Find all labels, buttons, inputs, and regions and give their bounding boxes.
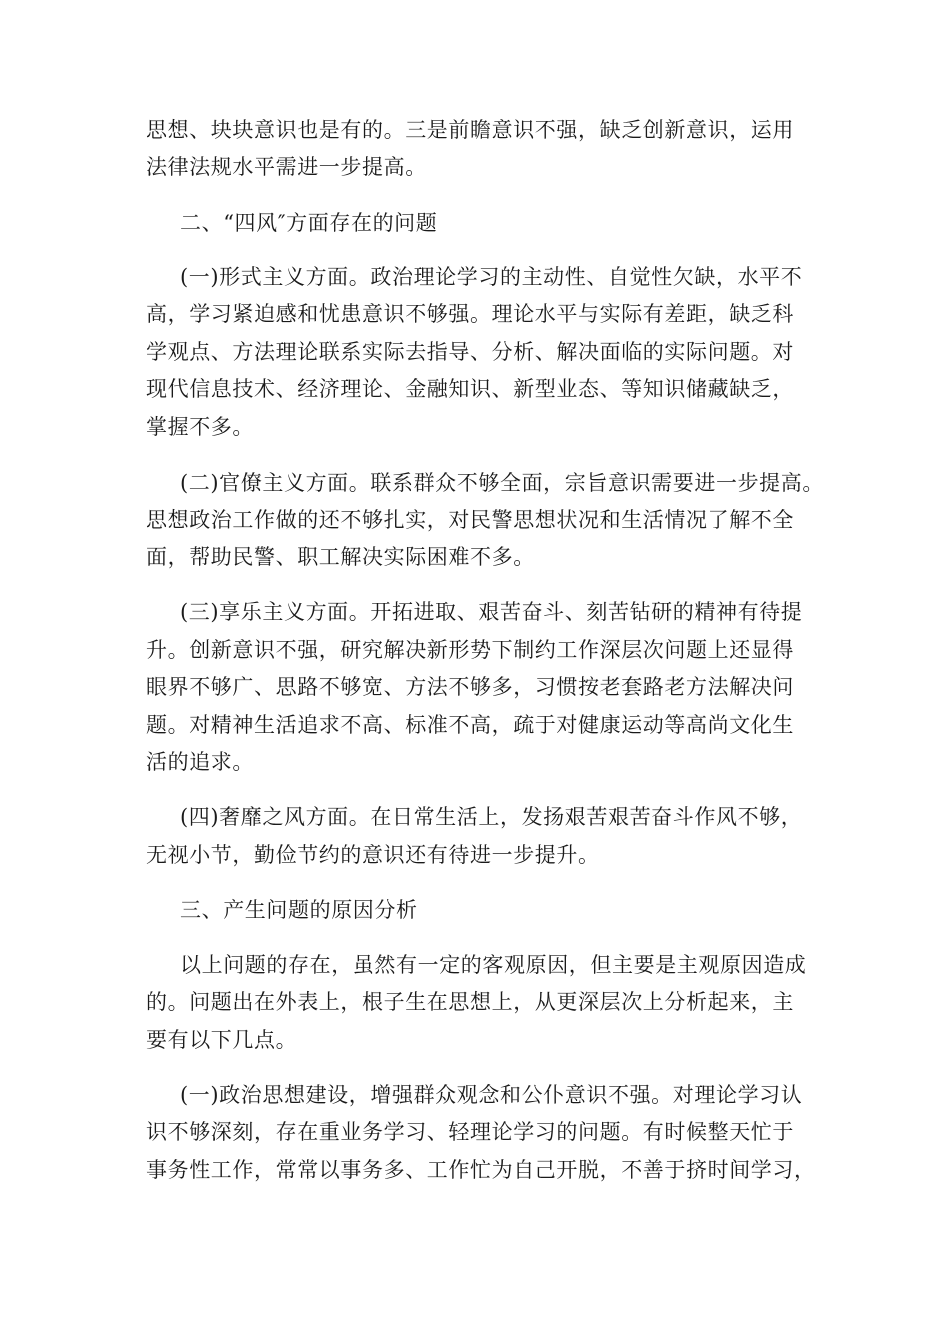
- text-line: 无视小节，勤俭节约的意识还有待进一步提升。: [146, 843, 600, 867]
- text-line: 事务性工作，常常以事务多、工作忙为自己开脱，不善于挤时间学习，: [146, 1158, 816, 1182]
- text-line: 面，帮助民警、职工解决实际困难不多。: [146, 545, 535, 569]
- text-line: (一)政治思想建设，增强群众观念和公仆意识不强。对理论学习认: [180, 1083, 803, 1107]
- text-line: 识不够深刻，存在重业务学习、轻理论学习的问题。有时候整天忙于: [146, 1120, 794, 1144]
- text-line: (二)官僚主义方面。联系群众不够全面，宗旨意识需要进一步提高。: [180, 471, 824, 495]
- text-line: 升。创新意识不强，研究解决新形势下制约工作深层次问题上还显得: [146, 638, 794, 662]
- text-line: 眼界不够广、思路不够宽、方法不够多，习惯按老套路老方法解决问: [146, 675, 794, 699]
- section-heading: 二、“四风″方面存在的问题: [180, 211, 438, 235]
- text-line: 要有以下几点。: [146, 1028, 298, 1052]
- section-heading: 三、产生问题的原因分析: [180, 898, 418, 922]
- text-line: (一)形式主义方面。政治理论学习的主动性、自觉性欠缺，水平不: [180, 265, 803, 289]
- text-line: 题。对精神生活追求不高、标准不高，疏于对健康运动等高尚文化生: [146, 713, 794, 737]
- text-line: 活的追求。: [146, 750, 254, 774]
- text-line: (三)享乐主义方面。开拓进取、艰苦奋斗、刻苦钻研的精神有待提: [180, 600, 803, 624]
- text-line: 学观点、方法理论联系实际去指导、分析、解决面临的实际问题。对: [146, 340, 794, 364]
- text-line: 的。问题出在外表上，根子生在思想上，从更深层次上分析起来，主: [146, 990, 794, 1014]
- text-line: 以上问题的存在，虽然有一定的客观原因，但主要是主观原因造成: [180, 953, 807, 977]
- text-line: 现代信息技术、经济理论、金融知识、新型业态、等知识储藏缺乏，: [146, 377, 794, 401]
- text-line: (四)奢靡之风方面。在日常生活上，发扬艰苦艰苦奋斗作风不够，: [180, 805, 803, 829]
- text-line: 掌握不多。: [146, 415, 254, 439]
- text-line: 思想、块块意识也是有的。三是前瞻意识不强，缺乏创新意识，运用: [146, 118, 794, 142]
- text-line: 法律法规水平需进一步提高。: [146, 155, 427, 179]
- text-line: 思想政治工作做的还不够扎实，对民警思想状况和生活情况了解不全: [146, 508, 794, 532]
- text-line: 高，学习紧迫感和忧患意识不够强。理论水平与实际有差距，缺乏科: [146, 302, 794, 326]
